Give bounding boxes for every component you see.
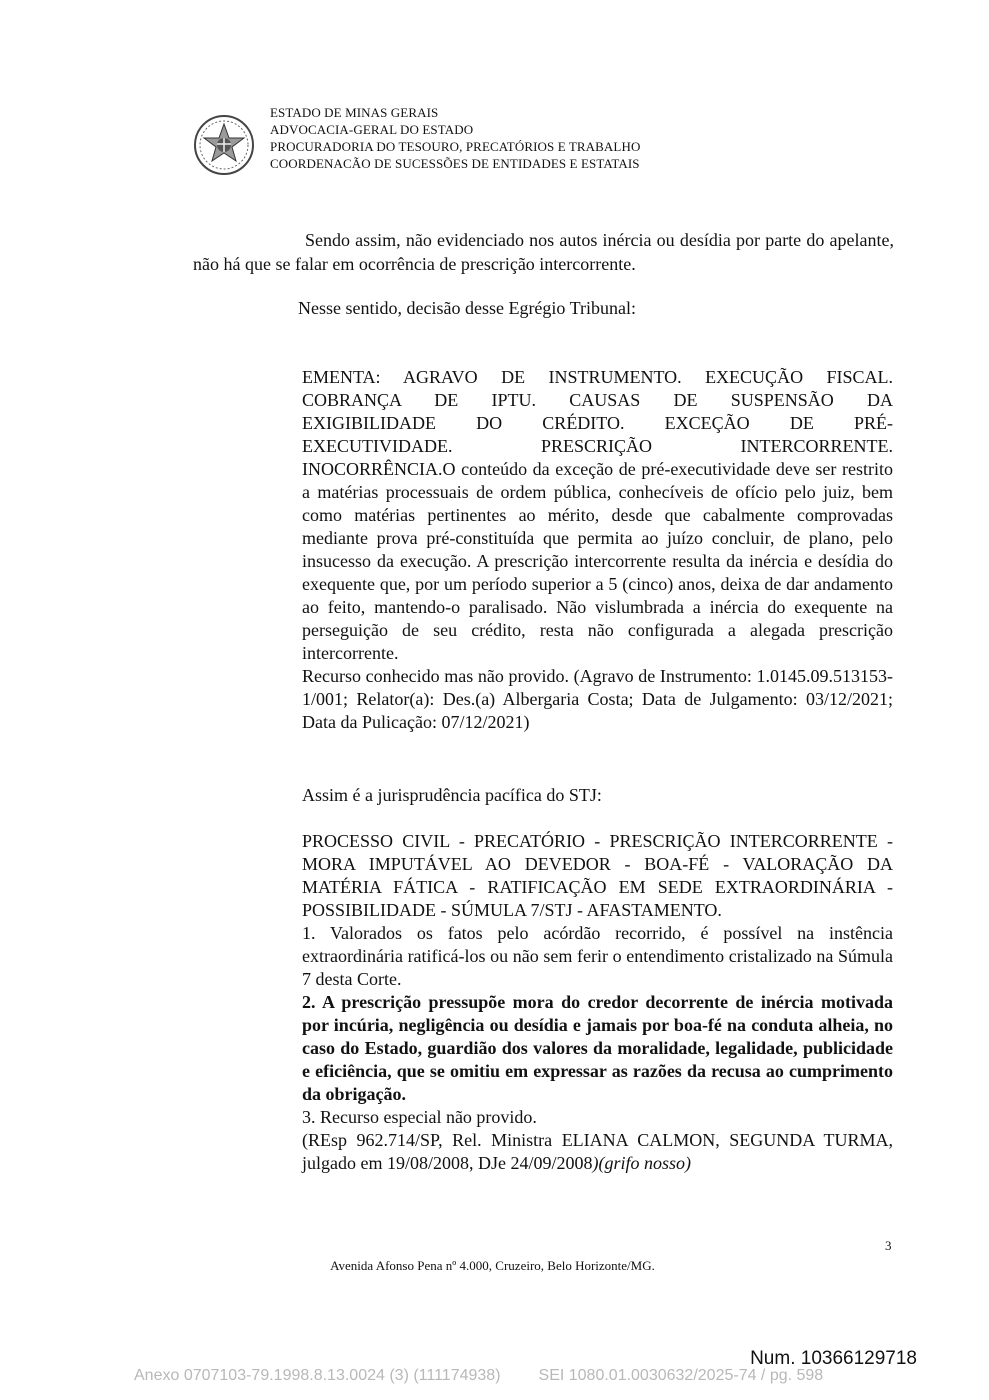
paragraph-conclusion: [193, 228, 894, 276]
stj-item-2: 2. A prescrição pressupõe mora do credor decorrente de inércia motivada por incúria, negligência ou desídia e jamais por boa-fé na conduta alheia, no caso do Estado, guardião dos valores da moralidade, legalidade, publicidade e eficiência, que se omitiu em expressar as razões da recusa ao cumprimento da obrigação.: [302, 992, 893, 1104]
page-number: 3: [885, 1238, 892, 1253]
paragraph-intro-tribunal: Nesse sentido, decisão desse Egrégio Tribunal:: [298, 298, 636, 318]
header-line-state: ESTADO DE MINAS GERAIS: [270, 105, 439, 120]
ementa-quote: [302, 366, 893, 734]
footer-address: [0, 1258, 989, 1274]
stj-citation-text: (REsp 962.714/SP, Rel. Ministra ELIANA CALMON, SEGUNDA TURMA, julgado em 19/08/2008, DJe 24/09/2008: [302, 1130, 893, 1173]
annex-reference: Anexo 0707103-79.1998.8.13.0024 (3) (111174938): [134, 1367, 501, 1384]
footer-address-text: Avenida Afonso Pena nº 4.000, Cruzeiro, Belo Horizonte/MG.: [330, 1258, 655, 1273]
paragraph-conclusion-text: Sendo assim, não evidenciado nos autos inércia ou desídia por parte do apelante, não há que se falar em ocorrência de prescrição intercorrente.: [193, 230, 894, 274]
document-number-stamp: Num. 10366129718: [750, 1348, 917, 1369]
ementa-text: INOCORRÊNCIA.O conteúdo da exceção de pré-executividade deve ser restrito a matérias processuais de ordem pública, conhecíveis de ofício pelo juiz, bem como matérias pertinentes ao mérito, desde que cabalmente comprovadas mediante prova pré-constituída que permita ao juízo concluir, de plano, pelo insucesso da execução. A prescrição intercorrente resulta da inércia e desídia do exequente que, por um período superior a 5 (cinco) anos, deixa de dar andamento ao feito, mantendo-o paralisado. Não vislumbrada a inércia do exequente na perseguição de seu crédito, resta não configurada a alegada prescrição intercorrente.: [302, 459, 893, 663]
header-line-coordenacao: COORDENACÃO DE SUCESSÕES DE ENTIDADES E ESTATAIS: [270, 156, 640, 171]
paragraph-stj-intro: Assim é a jurisprudência pacífica do STJ:: [302, 785, 602, 805]
header-lines: [270, 104, 640, 172]
ementa-citation: Recurso conhecido mas não provido. (Agravo de Instrumento: 1.0145.09.513153-1/001; Relator(a): Des.(a) Albergaria Costa; Data de Julgamento: 03/12/2021; Data da Pulicação: 07/12/2021): [302, 666, 893, 732]
stj-item-3: 3. Recurso especial não provido.: [302, 1107, 537, 1127]
annex-watermark: [134, 1367, 823, 1385]
ementa-heading-line: EXECUTIVIDADE. PRESCRIÇÃO INTERCORRENTE.: [302, 436, 893, 456]
ementa-heading-line: EXIGIBILIDADE DO CRÉDITO. EXCEÇÃO DE PRÉ-: [302, 413, 893, 433]
minas-gerais-coat-of-arms-icon: [193, 114, 255, 176]
stj-heading: PROCESSO CIVIL - PRECATÓRIO - PRESCRIÇÃO INTERCORRENTE - MORA IMPUTÁVEL AO DEVEDOR - BOA-FÉ - VALORAÇÃO DA MATÉRIA FÁTICA - RATIFICAÇÃO EM SEDE EXTRAORDINÁRIA - POSSIBILIDADE - SÚMULA 7/STJ - AFASTAMENTO.: [302, 831, 893, 920]
header-line-procuradoria: PROCURADORIA DO TESOURO, PRECATÓRIOS E TRABALHO: [270, 139, 641, 154]
stj-quote: [302, 830, 893, 1175]
sei-reference: SEI 1080.01.0030632/2025-74 / pg. 598: [538, 1367, 824, 1384]
ementa-heading-line: EMENTA: AGRAVO DE INSTRUMENTO. EXECUÇÃO FISCAL.: [302, 367, 893, 387]
ementa-heading-line: COBRANÇA DE IPTU. CAUSAS DE SUSPENSÃO DA: [302, 390, 893, 410]
stj-citation: [302, 1129, 893, 1175]
header-line-agency: ADVOCACIA-GERAL DO ESTADO: [270, 122, 474, 137]
stj-citation-note: )(grifo nosso): [592, 1153, 691, 1173]
stj-item-1: 1. Valorados os fatos pelo acórdão recorrido, é possível na instência extraordinária ratificá-los ou não sem ferir o entendimento cristalizado na Súmula 7 desta Corte.: [302, 923, 893, 989]
letterhead: [193, 104, 753, 184]
